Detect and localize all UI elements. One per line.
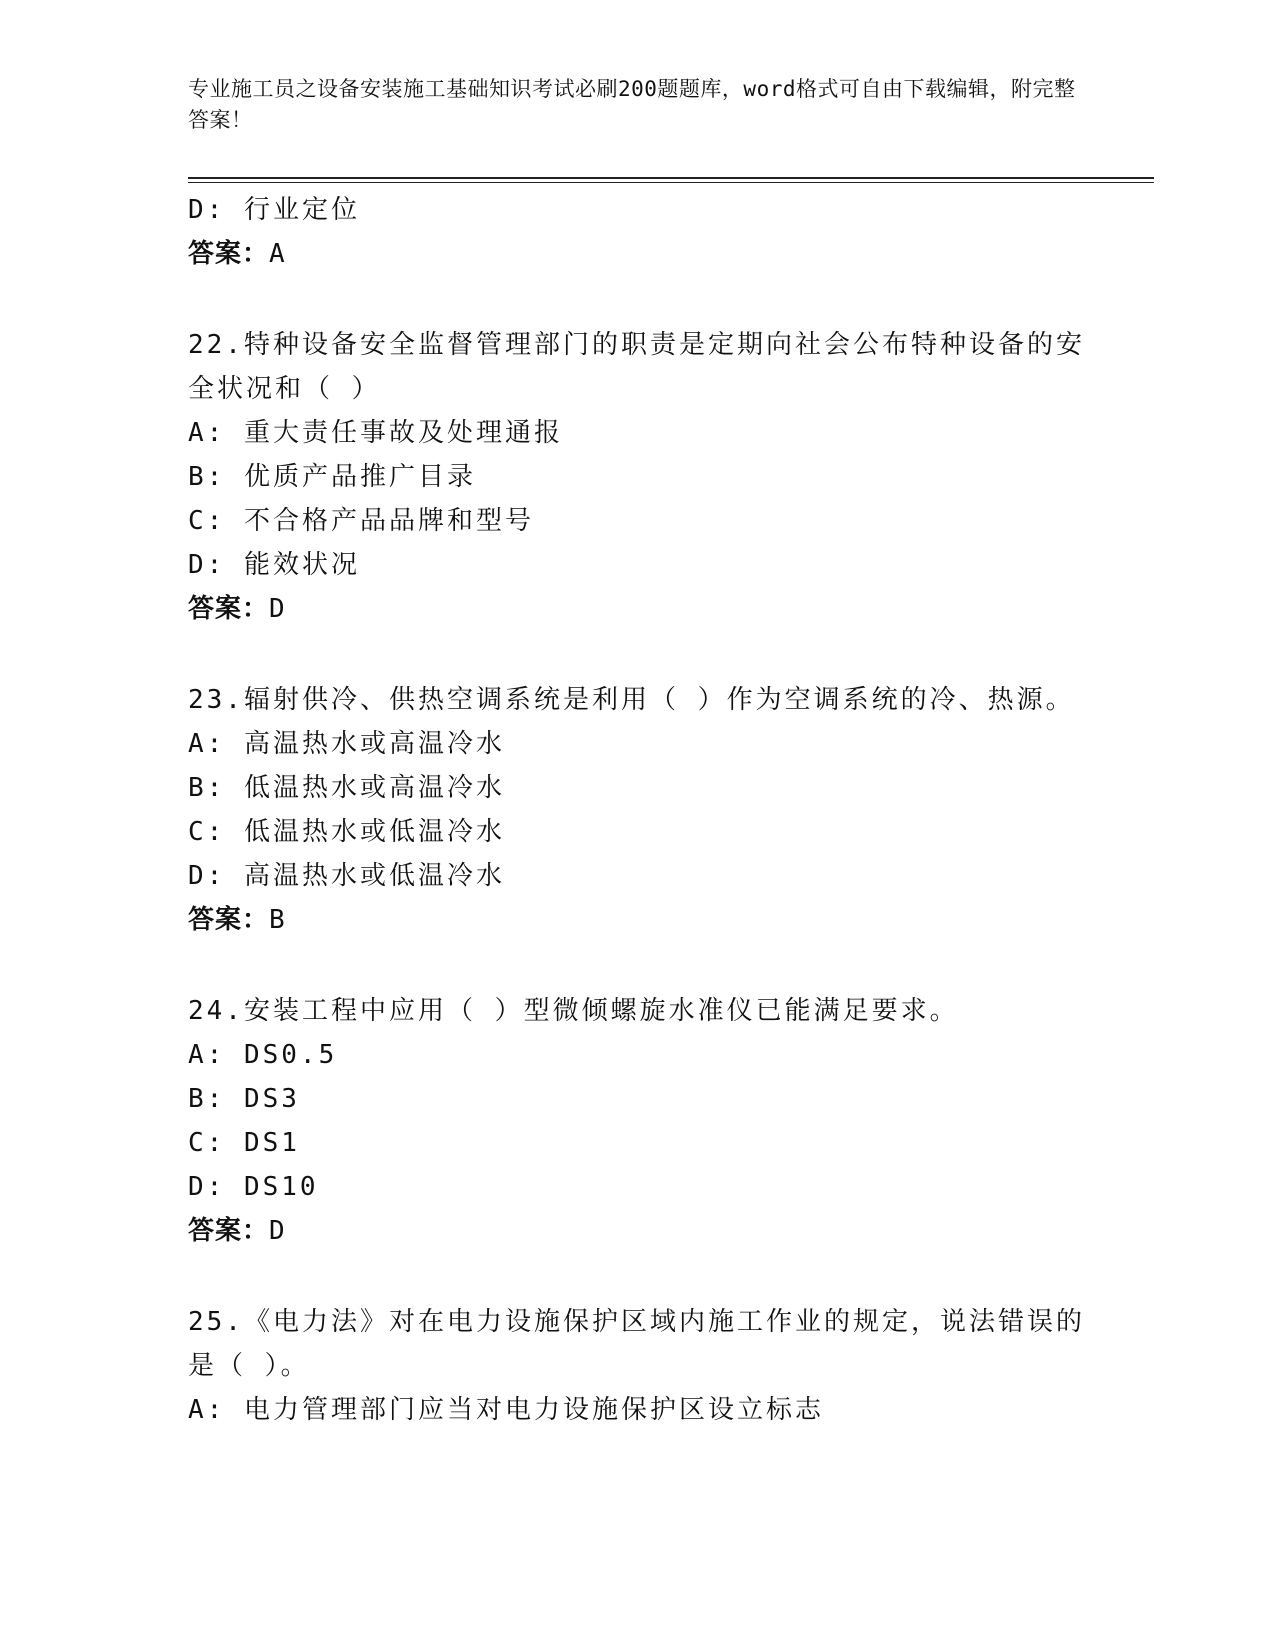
q22-option-b: B: 优质产品推广目录 xyxy=(188,462,476,492)
answer-value: B xyxy=(269,905,286,935)
answer-value: D xyxy=(269,594,286,624)
q24-option-d: D: DS10 xyxy=(188,1172,319,1202)
q24-answer xyxy=(188,1214,286,1248)
q24-option-b: B: DS3 xyxy=(188,1084,300,1114)
q25-stem-line1: 25.《电力法》对在电力设施保护区域内施工作业的规定，说法错误的 xyxy=(188,1307,1085,1337)
answer-label: 答案： xyxy=(188,905,270,935)
q24-option-c: C: DS1 xyxy=(188,1128,300,1158)
prev-answer xyxy=(188,237,286,271)
q23-answer xyxy=(188,903,286,937)
answer-label: 答案： xyxy=(188,239,270,269)
q23-option-a: A: 高温热水或高温冷水 xyxy=(188,729,505,759)
q22-answer xyxy=(188,592,286,626)
q23-stem-line1: 23.辐射供冷、供热空调系统是利用（ ）作为空调系统的冷、热源。 xyxy=(188,685,1075,715)
answer-label: 答案： xyxy=(188,1216,270,1246)
header-divider-thin xyxy=(188,182,1154,183)
answer-value: A xyxy=(269,239,286,269)
answer-value: D xyxy=(269,1216,286,1246)
q25-stem-line2: 是（ ）。 xyxy=(188,1351,310,1381)
answer-label: 答案： xyxy=(188,594,270,624)
q24-stem-line1: 24.安装工程中应用（ ）型微倾螺旋水准仪已能满足要求。 xyxy=(188,996,959,1026)
q24-option-a: A: DS0.5 xyxy=(188,1040,338,1070)
prev-option-d: D: 行业定位 xyxy=(188,195,360,225)
q22-option-c: C: 不合格产品品牌和型号 xyxy=(188,506,534,536)
document-header: 专业施工员之设备安装施工基础知识考试必刷200题题库，word格式可自由下载编辑，附完整答案！ xyxy=(188,77,1076,132)
q22-stem-line1: 22.特种设备安全监督管理部门的职责是定期向社会公布特种设备的安 xyxy=(188,330,1085,360)
q22-option-a: A: 重大责任事故及处理通报 xyxy=(188,418,563,448)
q23-option-c: C: 低温热水或低温冷水 xyxy=(188,817,505,847)
q22-option-d: D: 能效状况 xyxy=(188,550,360,580)
header-divider xyxy=(188,177,1154,179)
q23-option-d: D: 高温热水或低温冷水 xyxy=(188,861,505,891)
q22-stem-line2: 全状况和（ ） xyxy=(188,374,381,404)
q25-option-a: A: 电力管理部门应当对电力设施保护区设立标志 xyxy=(188,1395,824,1425)
q23-option-b: B: 低温热水或高温冷水 xyxy=(188,773,505,803)
